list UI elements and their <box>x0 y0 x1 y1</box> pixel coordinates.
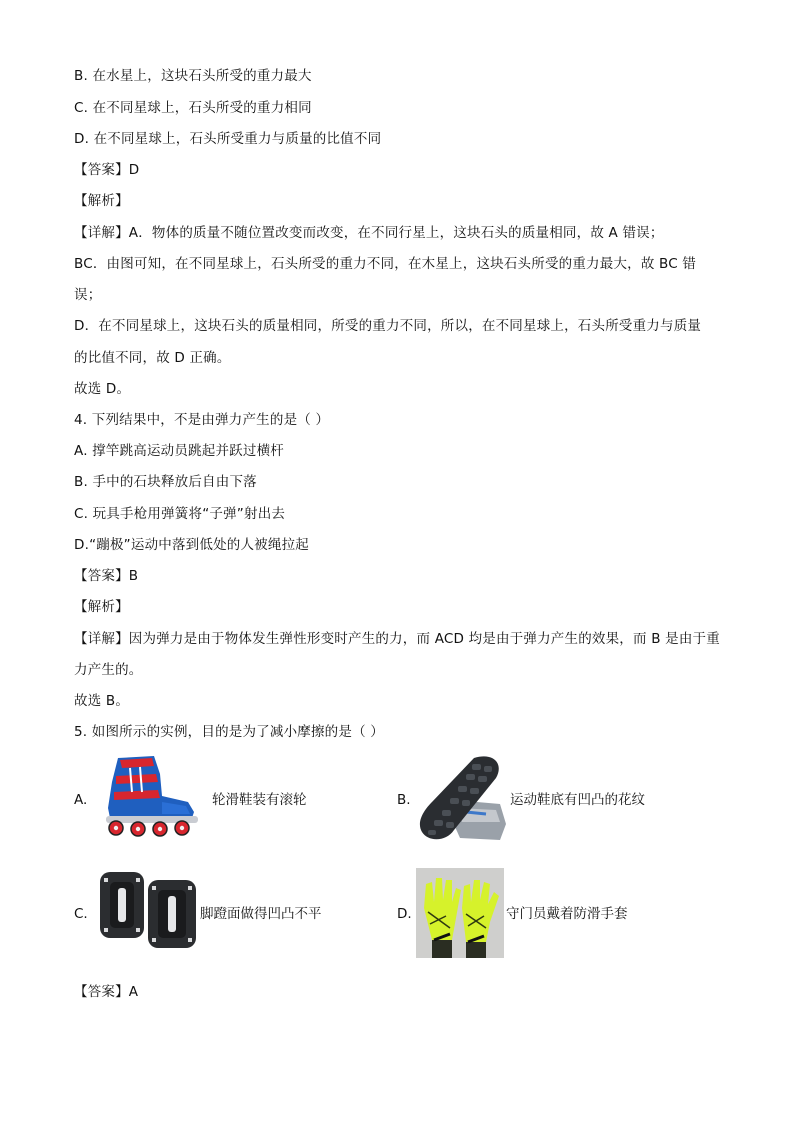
q3-detail-line-1: 【详解】A．物体的质量不随位置改变而改变，在不同行星上，这块石头的质量相同，故 A 错误； <box>74 225 664 241</box>
bike-pedals-icon <box>96 862 200 952</box>
goalkeeper-gloves-icon <box>416 868 504 958</box>
q4-detail-line-1: 【详解】因为弹力是由于物体发生弹性形变时产生的力，而 ACD 均是由于弹力产生的效果，而 B 是由于重 <box>74 631 720 647</box>
q3-detail-line-4: D．在不同星球上，这块石头的质量相同，所受的重力不同，所以，在不同星球上，石头所受重力与质量 <box>74 318 702 334</box>
sneaker-sole-icon <box>414 750 508 844</box>
q3-option-b: B. 在水星上，这块石头所受的重力最大 <box>74 68 312 84</box>
q5-stem: 5. 如图所示的实例，目的是为了减小摩擦的是（ ） <box>74 724 384 740</box>
q4-option-b: B. 手中的石块释放后自由下落 <box>74 474 257 490</box>
q5-option-a-text: 轮滑鞋装有滚轮 <box>212 792 307 808</box>
q5-option-b-label: B. <box>397 792 411 808</box>
q5-answer: 【答案】A <box>74 984 139 1000</box>
q5-option-b-text: 运动鞋底有凹凸的花纹 <box>510 792 645 808</box>
q4-stem: 4. 下列结果中，不是由弹力产生的是（ ） <box>74 412 330 428</box>
q3-detail-line-5: 的比值不同，故 D 正确。 <box>74 350 231 366</box>
q4-option-c: C. 玩具手枪用弹簧将“子弹”射出去 <box>74 506 286 522</box>
roller-skate-icon <box>96 752 204 838</box>
q4-option-d: D.“蹦极”运动中落到低处的人被绳拉起 <box>74 537 309 553</box>
q3-answer: 【答案】D <box>74 162 140 178</box>
q5-option-d-text: 守门员戴着防滑手套 <box>506 906 628 922</box>
q4-analysis-heading: 【解析】 <box>74 599 129 615</box>
q5-option-c-label: C. <box>74 906 88 922</box>
q4-detail-line-2: 力产生的。 <box>74 662 143 678</box>
q3-detail-line-2: BC．由图可知，在不同星球上，石头所受的重力不同，在木星上，这块石头所受的重力最大，故 BC 错 <box>74 256 697 272</box>
q4-option-a: A. 撑竿跳高运动员跳起并跃过横杆 <box>74 443 284 459</box>
q3-conclusion: 故选 D。 <box>74 381 131 397</box>
q5-option-a-label: A. <box>74 792 88 808</box>
q4-conclusion: 故选 B。 <box>74 693 130 709</box>
q5-option-d-label: D. <box>397 906 412 922</box>
q5-option-c-text: 脚蹬面做得凹凸不平 <box>200 906 322 922</box>
q3-analysis-heading: 【解析】 <box>74 193 129 209</box>
q4-answer: 【答案】B <box>74 568 139 584</box>
q3-detail-line-3: 误； <box>74 287 102 303</box>
q3-option-d: D. 在不同星球上，石头所受重力与质量的比值不同 <box>74 131 382 147</box>
q3-option-c: C. 在不同星球上，石头所受的重力相同 <box>74 100 312 116</box>
